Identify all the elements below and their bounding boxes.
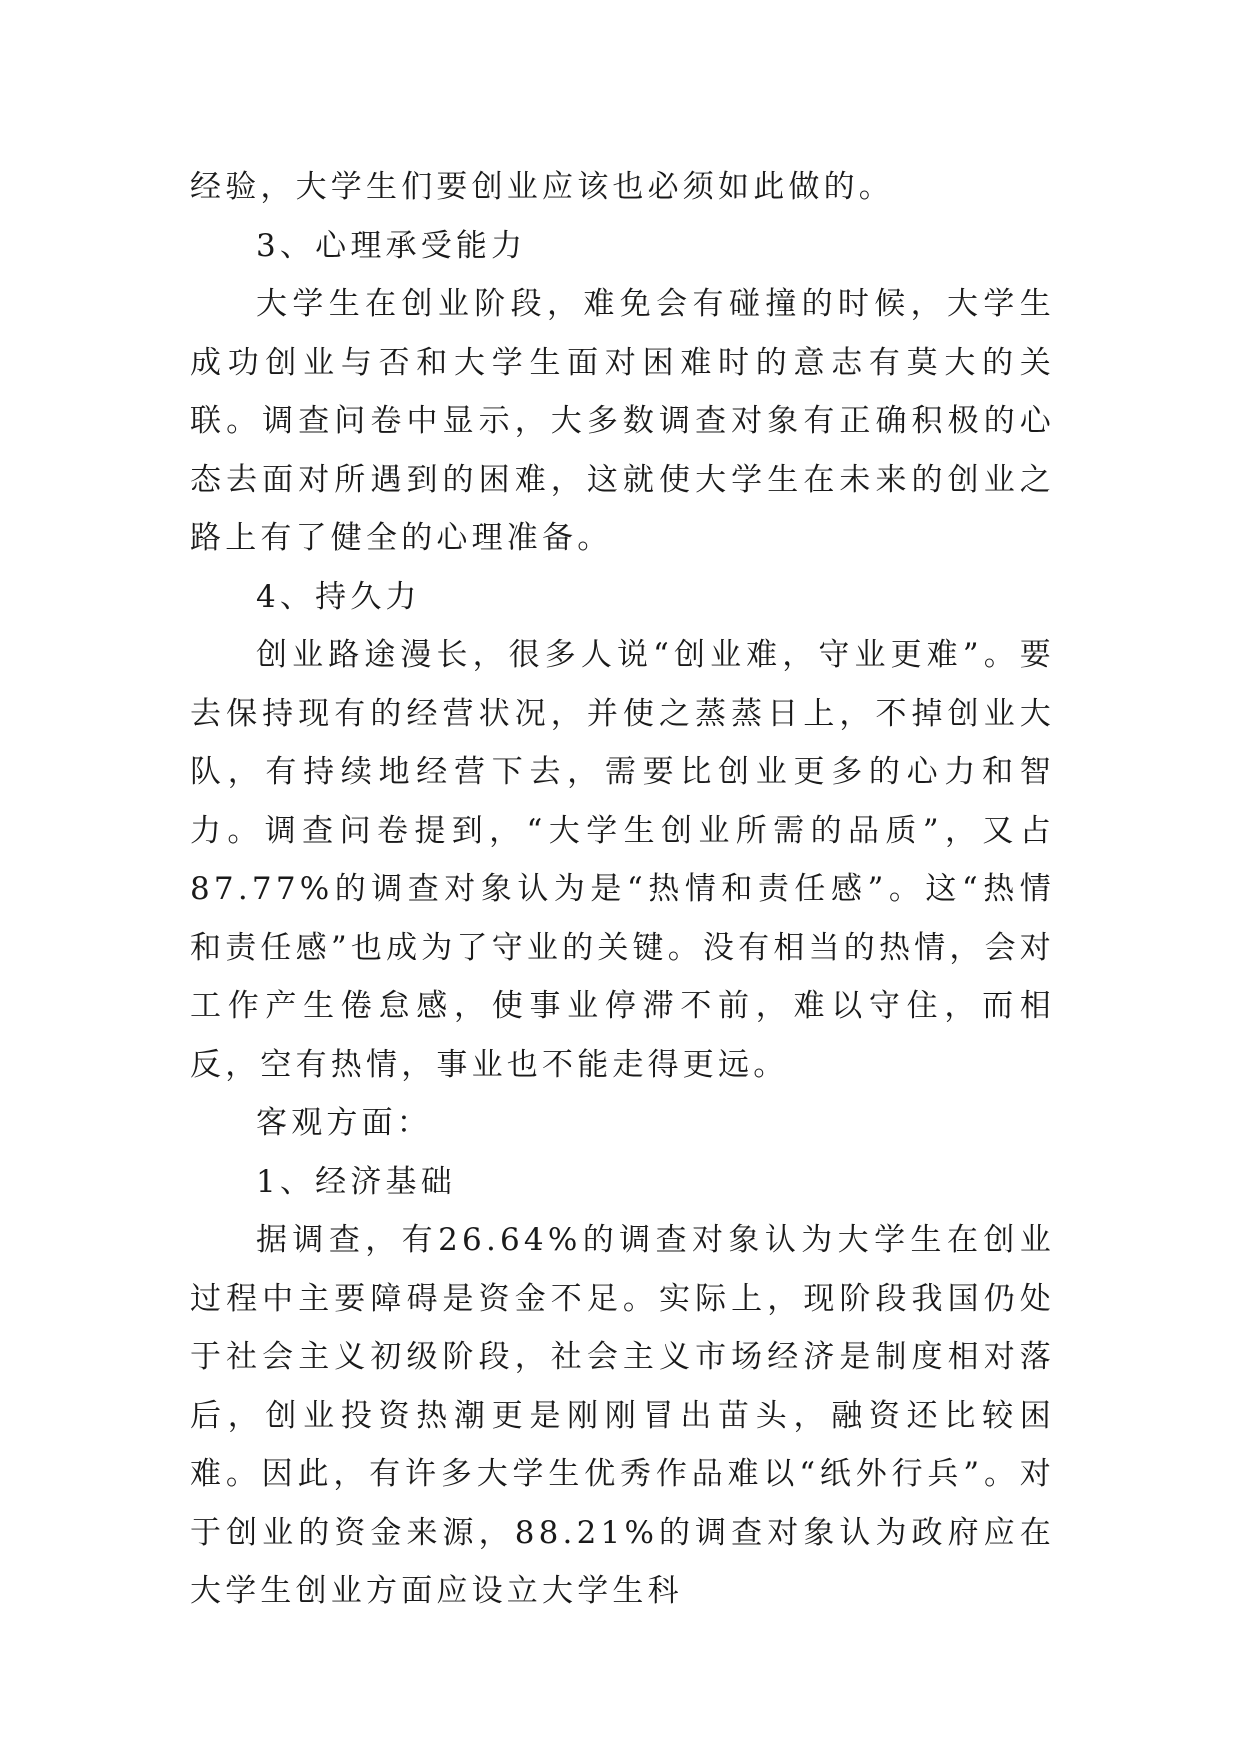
paragraph-experience: 经验，大学生们要创业应该也必须如此做的。 bbox=[190, 169, 894, 205]
paragraph-economic-foundation: 据调查，有26.64%的调查对象认为大学生在创业过程中主要障碍是资金不足。实际上，现阶段我国仍处于社会主义初级阶段，社会主义市场经济是制度相对落后，创业投资热潮更是刚刚冒出苗头，融资还比较困难。因此，有许多大学生优秀作品难以“纸外行兵”。对于创业的资金来源，88.21%的调查对象认为政府应在大学生创业方面应设立大学生科 bbox=[190, 1222, 1055, 1609]
heading-economic-foundation: 1、经济基础 bbox=[256, 1163, 456, 1200]
paragraph-psychological-capacity: 大学生在创业阶段，难免会有碰撞的时候，大学生成功创业与否和大学生面对困难时的意志有莫大的关联。调查问卷中显示，大多数调查对象有正确积极的心态去面对所遇到的困难，这就使大学生在未来的创业之路上有了健全的心理准备。 bbox=[190, 286, 1055, 556]
heading-objective-aspects: 客观方面： bbox=[256, 1105, 432, 1141]
document-body bbox=[190, 158, 1055, 1621]
heading-persistence: 4、持久力 bbox=[256, 578, 421, 615]
heading-psychological-capacity: 3、心理承受能力 bbox=[256, 227, 527, 264]
paragraph-persistence: 创业路途漫长，很多人说“创业难，守业更难”。要去保持现有的经营状况，并使之蒸蒸日上，不掉创业大队，有持续地经营下去，需要比创业更多的心力和智力。调查问卷提到，“大学生创业所需的品质”，又占87.77%的调查对象认为是“热情和责任感”。这“热情和责任感”也成为了守业的关键。没有相当的热情，会对工作产生倦怠感，使事业停滞不前，难以守住，而相反，空有热情，事业也不能走得更远。 bbox=[190, 637, 1055, 1083]
